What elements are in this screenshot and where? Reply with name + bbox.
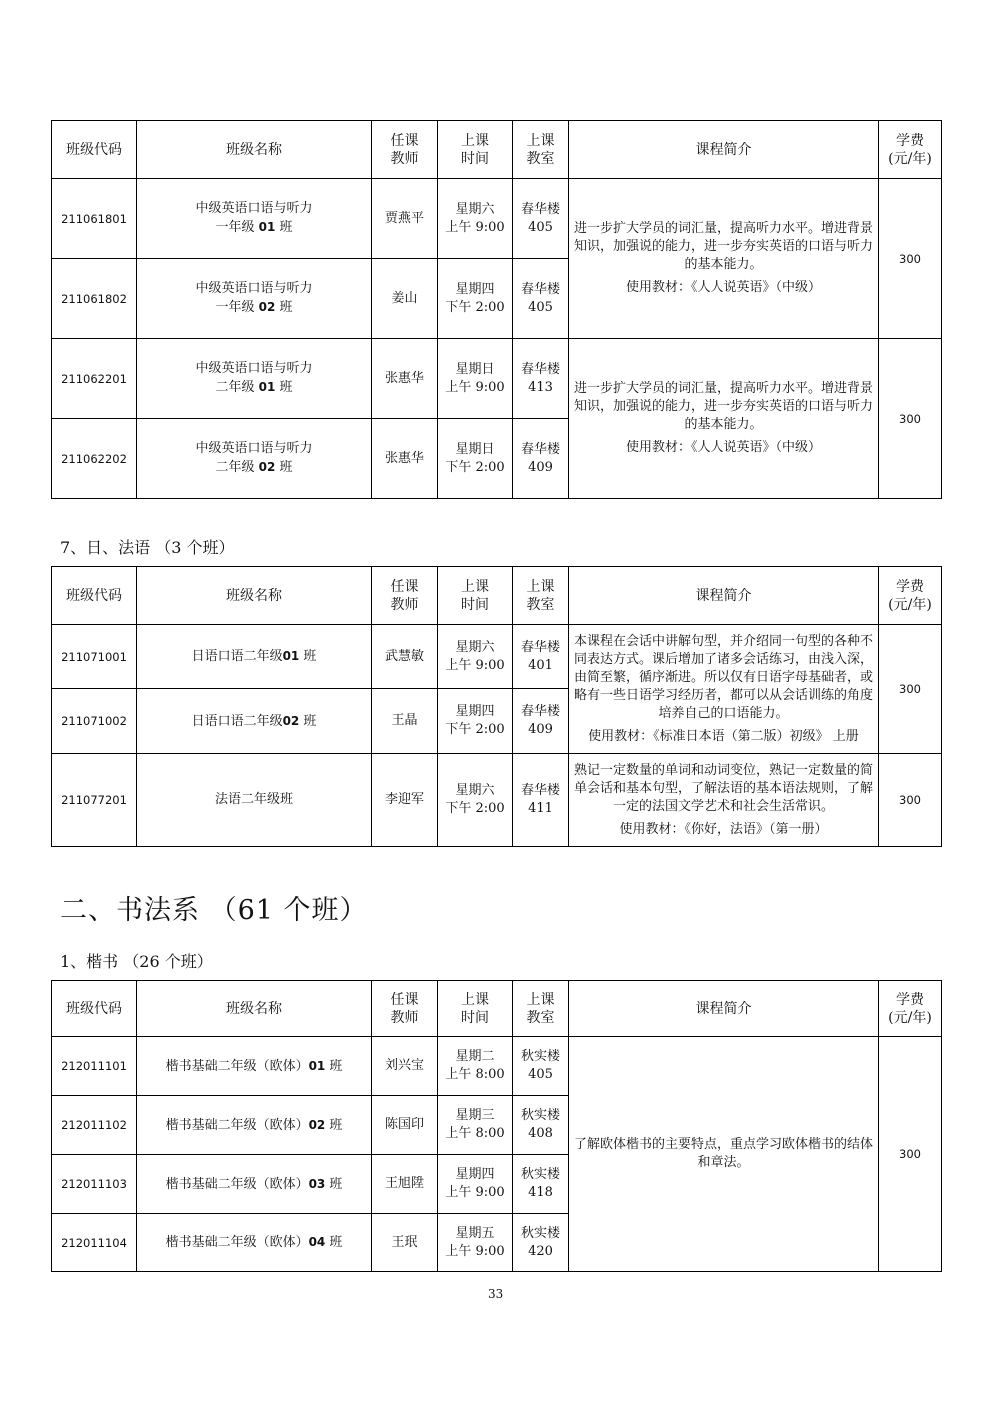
english-course-table: [51, 120, 942, 499]
header-room: 上课 教室: [513, 981, 569, 1037]
class-name: 楷书基础二年级（欧体）03 班: [137, 1155, 372, 1214]
header-code: 班级代码: [52, 981, 137, 1037]
class-code: 212011102: [52, 1096, 137, 1155]
classroom: 秋实楼 405: [513, 1037, 569, 1096]
course-intro: 进一步扩大学员的词汇量，提高听力水平。增进背景知识，加强说的能力，进一步夯实英语的口语与听力的基本能力。 使用教材：《人人说英语》（中级）: [569, 179, 879, 339]
class-name: 中级英语口语与听力 二年级 01 班: [137, 339, 372, 419]
class-time: 星期日 上午 9:00: [438, 339, 513, 419]
class-code: 211071001: [52, 625, 137, 689]
course-intro: 了解欧体楷书的主要特点，重点学习欧体楷书的结体和章法。: [569, 1037, 879, 1272]
teacher: 武慧敏: [372, 625, 438, 689]
class-name: 中级英语口语与听力 一年级 02 班: [137, 259, 372, 339]
header-teacher: 任课 教师: [372, 121, 438, 179]
course-intro: 进一步扩大学员的词汇量，提高听力水平。增进背景知识，加强说的能力，进一步夯实英语的口语与听力的基本能力。 使用教材：《人人说英语》（中级）: [569, 339, 879, 499]
class-code: 211071002: [52, 689, 137, 754]
class-code: 211062202: [52, 419, 137, 499]
course-intro: 熟记一定数量的单词和动词变位，熟记一定数量的简单会话和基本句型，了解法语的基本语法规则，了解一定的法国文学艺术和社会生活常识。 使用教材：《你好，法语》（第一册）: [569, 754, 879, 847]
header-fee: 学费 (元/年): [879, 567, 942, 625]
teacher: 张惠华: [372, 419, 438, 499]
class-code: 212011103: [52, 1155, 137, 1214]
header-teacher: 任课 教师: [372, 981, 438, 1037]
classroom: 秋实楼 408: [513, 1096, 569, 1155]
class-name: 日语口语二年级01 班: [137, 625, 372, 689]
class-code: 212011104: [52, 1214, 137, 1272]
class-time: 星期六 上午 9:00: [438, 179, 513, 259]
classroom: 春华楼 401: [513, 625, 569, 689]
class-code: 211061801: [52, 179, 137, 259]
class-time: 星期日 下午 2:00: [438, 419, 513, 499]
table-row: [52, 625, 942, 689]
teacher: 王珉: [372, 1214, 438, 1272]
kaishu-course-table: [51, 980, 942, 1272]
table-row: [52, 1037, 942, 1096]
table-row: [52, 179, 942, 259]
class-time: 星期六 上午 9:00: [438, 625, 513, 689]
teacher: 刘兴宝: [372, 1037, 438, 1096]
classroom: 春华楼 409: [513, 419, 569, 499]
classroom: 春华楼 409: [513, 689, 569, 754]
class-time: 星期四 上午 9:00: [438, 1155, 513, 1214]
teacher: 王旭陞: [372, 1155, 438, 1214]
classroom: 秋实楼 420: [513, 1214, 569, 1272]
header-code: 班级代码: [52, 121, 137, 179]
class-time: 星期五 上午 9:00: [438, 1214, 513, 1272]
classroom: 春华楼 411: [513, 754, 569, 847]
classroom: 秋实楼 418: [513, 1155, 569, 1214]
tuition-fee: 300: [879, 754, 942, 847]
header-room: 上课 教室: [513, 121, 569, 179]
header-name: 班级名称: [137, 981, 372, 1037]
tuition-fee: 300: [879, 339, 942, 499]
class-code: 211061802: [52, 259, 137, 339]
header-name: 班级名称: [137, 567, 372, 625]
class-code: 211062201: [52, 339, 137, 419]
header-time: 上课 时间: [438, 121, 513, 179]
teacher: 李迎军: [372, 754, 438, 847]
class-name: 法语二年级班: [137, 754, 372, 847]
class-name: 楷书基础二年级（欧体）02 班: [137, 1096, 372, 1155]
section-title-japanese-french: 7、日、法语 （3 个班）: [60, 538, 235, 557]
section-title-kaishu: 1、楷书 （26 个班）: [60, 952, 213, 971]
tuition-fee: 300: [879, 625, 942, 754]
class-name: 楷书基础二年级（欧体）01 班: [137, 1037, 372, 1096]
header-name: 班级名称: [137, 121, 372, 179]
class-code: 211077201: [52, 754, 137, 847]
class-name: 中级英语口语与听力 二年级 02 班: [137, 419, 372, 499]
header-time: 上课 时间: [438, 567, 513, 625]
header-intro: 课程简介: [569, 121, 879, 179]
header-intro: 课程简介: [569, 981, 879, 1037]
section-title-calligraphy: 二、书法系 （61 个班）: [60, 895, 368, 926]
header-time: 上课 时间: [438, 981, 513, 1037]
classroom: 春华楼 405: [513, 179, 569, 259]
teacher: 贾燕平: [372, 179, 438, 259]
header-fee: 学费 (元/年): [879, 121, 942, 179]
class-time: 星期二 上午 8:00: [438, 1037, 513, 1096]
table-header-row: [52, 121, 942, 179]
header-fee: 学费 (元/年): [879, 981, 942, 1037]
japanese-french-course-table: [51, 566, 942, 847]
class-code: 212011101: [52, 1037, 137, 1096]
classroom: 春华楼 405: [513, 259, 569, 339]
table-row: [52, 339, 942, 419]
classroom: 春华楼 413: [513, 339, 569, 419]
table-header-row: [52, 981, 942, 1037]
table-header-row: [52, 567, 942, 625]
table-row: [52, 754, 942, 847]
class-time: 星期四 下午 2:00: [438, 259, 513, 339]
class-time: 星期三 上午 8:00: [438, 1096, 513, 1155]
teacher: 张惠华: [372, 339, 438, 419]
teacher: 王晶: [372, 689, 438, 754]
class-name: 日语口语二年级02 班: [137, 689, 372, 754]
class-time: 星期四 下午 2:00: [438, 689, 513, 754]
class-time: 星期六 下午 2:00: [438, 754, 513, 847]
header-code: 班级代码: [52, 567, 137, 625]
tuition-fee: 300: [879, 179, 942, 339]
teacher: 陈国印: [372, 1096, 438, 1155]
page-number: 33: [488, 1287, 504, 1301]
header-intro: 课程简介: [569, 567, 879, 625]
header-teacher: 任课 教师: [372, 567, 438, 625]
teacher: 姜山: [372, 259, 438, 339]
class-name: 中级英语口语与听力 一年级 01 班: [137, 179, 372, 259]
class-name: 楷书基础二年级（欧体）04 班: [137, 1214, 372, 1272]
tuition-fee: 300: [879, 1037, 942, 1272]
header-room: 上课 教室: [513, 567, 569, 625]
course-intro: 本课程在会话中讲解句型，并介绍同一句型的各种不同表达方式。课后增加了诸多会话练习，由浅入深，由简至繁，循序渐进。所以仅有日语字母基础者，或略有一些日语学习经历者，都可以从会话训练的角度培养自己的口语能力。 使用教材：《标准日本语（第二版）初级》 上册: [569, 625, 879, 754]
